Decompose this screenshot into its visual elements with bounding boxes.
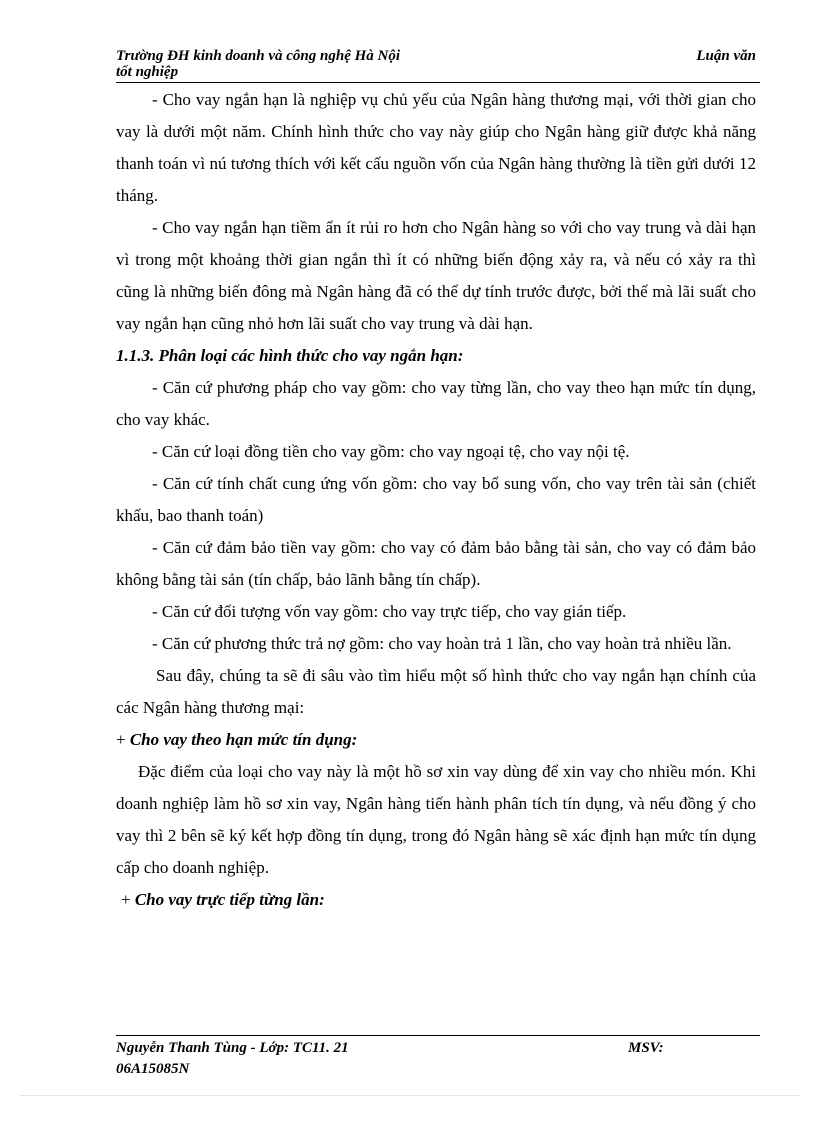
criterion-5: - Căn cứ đối tượng vốn vay gồm: cho vay trực tiếp, cho vay gián tiếp.	[152, 602, 627, 621]
criterion-2: - Căn cứ loại đồng tiền cho vay gồm: cho vay ngoại tệ, cho vay nội tệ.	[152, 442, 630, 461]
header-thesis-continued: tốt nghiệp	[116, 64, 179, 80]
paragraph-2: - Cho vay ngắn hạn tiềm ẩn ít rủi ro hơn cho Ngân hàng so với cho vay trung và dài hạn vì trong một khoảng thời gian ngắn thì ít có những biến động xảy ra, và nếu có xảy ra thì cũng là những biến đông mà Ngân hàng đã có thể dự tính trước được, bởi thế mà lãi suất cho vay ngắn hạn cũng nhỏ hơn lãi suất cho vay trung và dài hạn.	[116, 218, 756, 333]
subheading-prefix: +	[121, 890, 135, 909]
header-thesis: Luận văn	[696, 48, 756, 64]
subheading-credit-limit	[116, 724, 756, 756]
footer-student-code: 06A15085N	[116, 1061, 190, 1077]
criterion-6: - Căn cứ phương thức trả nợ gồm: cho vay hoàn trả 1 lần, cho vay hoàn trả nhiều lần.	[152, 634, 732, 653]
document-body	[116, 84, 756, 916]
page-bottom-border	[20, 1095, 800, 1096]
criterion-3: - Căn cứ tính chất cung ứng vốn gồm: cho vay bổ sung vốn, cho vay trên tài sản (chiết khấu, bao thanh toán)	[116, 474, 756, 525]
page-header	[116, 46, 760, 83]
subheading-prefix: +	[116, 730, 130, 749]
paragraph-1: - Cho vay ngắn hạn là nghiệp vụ chủ yếu của Ngân hàng thương mại, với thời gian cho vay là dưới một năm. Chính hình thức cho vay này giúp cho Ngân hàng giữ được khả năng thanh toán vì nú tương thích với kết cấu nguồn vốn của Ngân hàng thường là tiền gửi dưới 12 tháng.	[116, 90, 756, 205]
subheading-credit-limit-title: Cho vay theo hạn mức tín dụng:	[129, 730, 358, 749]
subheading-direct-loan-title: Cho vay trực tiếp từng lần:	[134, 890, 325, 909]
footer-author: Nguyễn Thanh Tùng - Lớp: TC11. 21	[116, 1040, 349, 1056]
page-footer	[116, 1035, 760, 1077]
section-heading: 1.1.3. Phân loại các hình thức cho vay ngắn hạn:	[116, 346, 464, 365]
footer-msv-label: MSV:	[628, 1040, 664, 1056]
header-school: Trường ĐH kinh doanh và công nghệ Hà Nội	[116, 48, 401, 64]
paragraph-4: Đặc điểm của loại cho vay này là một hồ sơ xin vay dùng để xin vay cho nhiều món. Khi doanh nghiệp làm hồ sơ xin vay, Ngân hàng tiến hành phân tích tín dụng, và nếu đồng ý cho vay thì 2 bên sẽ ký kết hợp đồng tín dụng, trong đó Ngân hàng sẽ xác định hạn mức tín dụng cấp cho doanh nghiệp.	[116, 762, 756, 877]
criterion-4: - Căn cứ đảm bảo tiền vay gồm: cho vay có đảm bảo bằng tài sản, cho vay có đảm bảo không bằng tài sản (tín chấp, bảo lãnh bằng tín chấp).	[116, 538, 756, 589]
criterion-1: - Căn cứ phương pháp cho vay gồm: cho vay từng lần, cho vay theo hạn mức tín dụng, cho vay khác.	[116, 378, 756, 429]
paragraph-3: Sau đây, chúng ta sẽ đi sâu vào tìm hiểu một số hình thức cho vay ngắn hạn chính của các Ngân hàng thương mại:	[116, 666, 756, 717]
subheading-direct-loan	[116, 884, 756, 916]
